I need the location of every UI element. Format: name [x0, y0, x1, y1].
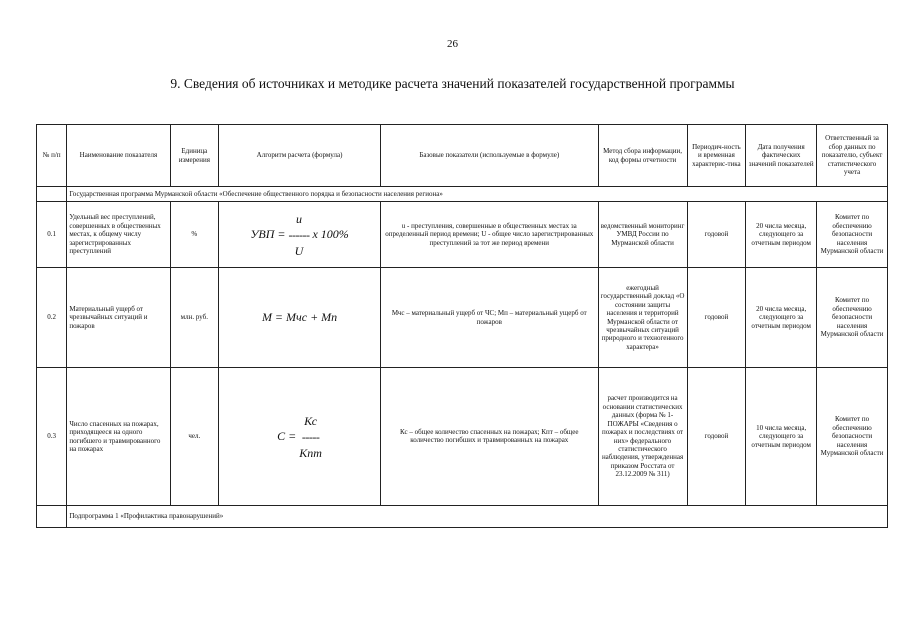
header-row [37, 125, 888, 187]
table-row [37, 368, 888, 506]
row-unit: чел. [170, 368, 219, 506]
header-unit: Единица измерения [170, 125, 219, 187]
row-period: годовой [687, 202, 746, 268]
row-name: Удельный вес преступлений, совершенных в общественных местах, к общему числу зарегистрированных преступлений [67, 202, 170, 268]
header-name: Наименование показателя [67, 125, 170, 187]
formula-bar: ------ [288, 227, 310, 242]
page-number: 26 [447, 38, 458, 50]
formula-lhs: С = [277, 428, 297, 443]
row-name: Число спасенных на пожарах, приходящееся на одного погибшего и травмированного на пожарах [67, 368, 170, 506]
page-title: 9. Сведения об источниках и методике расчета значений показателей государственной программы [170, 76, 735, 91]
formula-numerator: u [295, 211, 302, 226]
formula-denominator: Кпт [299, 445, 322, 460]
row-num: 0.2 [37, 268, 67, 368]
program-row-label: Государственная программа Мурманской области «Обеспечение общественного порядка и безопасности населения региона» [67, 187, 888, 202]
indicators-table [36, 124, 888, 528]
formula-fraction [299, 413, 322, 461]
header-date: Дата получения фактических значений показателей [746, 125, 817, 187]
row-responsible: Комитет по обеспечению безопасности населения Мурманской области [817, 202, 888, 268]
table-row [37, 268, 888, 368]
row-name: Материальный ущерб от чрезвычайных ситуаций и пожаров [67, 268, 170, 368]
formula-denominator: U [294, 243, 304, 258]
row-formula: М = Мчс + Мп [219, 268, 381, 368]
formula-numerator: Кс [304, 413, 318, 428]
row-method: ведомственный мониторинг УМВД России по Мурманской области [598, 202, 687, 268]
row-method: расчет производится на основании статистических данных (форма № 1-ПОЖАРЫ «Сведения о пожарах и последствиях от них» федерального статистического наблюдения, утвержденная приказом Росстата от 23.12.2009 № 311) [598, 368, 687, 506]
row-base: u - преступления, совершенные в общественных местах за определенный период времени; U - общее число зарегистрированных преступлений за тот же период времени [381, 202, 599, 268]
row-unit: % [170, 202, 219, 268]
header-period: Периодич-ность и временная характерис-тика [687, 125, 746, 187]
row-responsible: Комитет по обеспечению безопасности населения Мурманской области [817, 368, 888, 506]
row-period: годовой [687, 368, 746, 506]
header-base: Базовые показатели (используемые в формуле) [381, 125, 599, 187]
header-method: Метод сбора информации, код формы отчетности [598, 125, 687, 187]
row-date: 20 числа месяца, следующего за отчетным периодом [746, 202, 817, 268]
row-num: 0.1 [37, 202, 67, 268]
formula-bar: ----- [301, 429, 320, 444]
formula-rhs: x 100% [312, 226, 349, 241]
subprogram-row-blank [37, 506, 67, 528]
row-method: ежегодный государственный доклад «О состоянии защиты населения и территорий Мурманской области от чрезвычайных ситуаций природного и техногенного характера» [598, 268, 687, 368]
row-base: Кс – общее количество спасенных на пожарах; Кпт – общее количество погибших и травмированных на пожарах [381, 368, 599, 506]
table-row [37, 202, 888, 268]
row-responsible: Комитет по обеспечению безопасности населения Мурманской области [817, 268, 888, 368]
row-date: 10 числа месяца, следующего за отчетным периодом [746, 368, 817, 506]
subprogram-row [37, 506, 888, 528]
program-row [37, 187, 888, 202]
row-date: 20 числа месяца, следующего за отчетным периодом [746, 268, 817, 368]
row-num: 0.3 [37, 368, 67, 506]
row-formula [219, 368, 381, 506]
row-base: Мчс – материальный ущерб от ЧС; Мп – материальный ущерб от пожаров [381, 268, 599, 368]
program-row-blank [37, 187, 67, 202]
row-unit: млн. руб. [170, 268, 219, 368]
subprogram-row-label: Подпрограмма 1 «Профилактика правонарушений» [67, 506, 888, 528]
row-formula [219, 202, 381, 268]
formula-fraction [288, 211, 309, 259]
header-responsible: Ответственный за сбор данных по показателю, субъект статистического учета [817, 125, 888, 187]
header-num: № п/п [37, 125, 67, 187]
row-period: годовой [687, 268, 746, 368]
formula-lhs: УВП = [250, 226, 286, 241]
header-algorithm: Алгоритм расчета (формула) [219, 125, 381, 187]
